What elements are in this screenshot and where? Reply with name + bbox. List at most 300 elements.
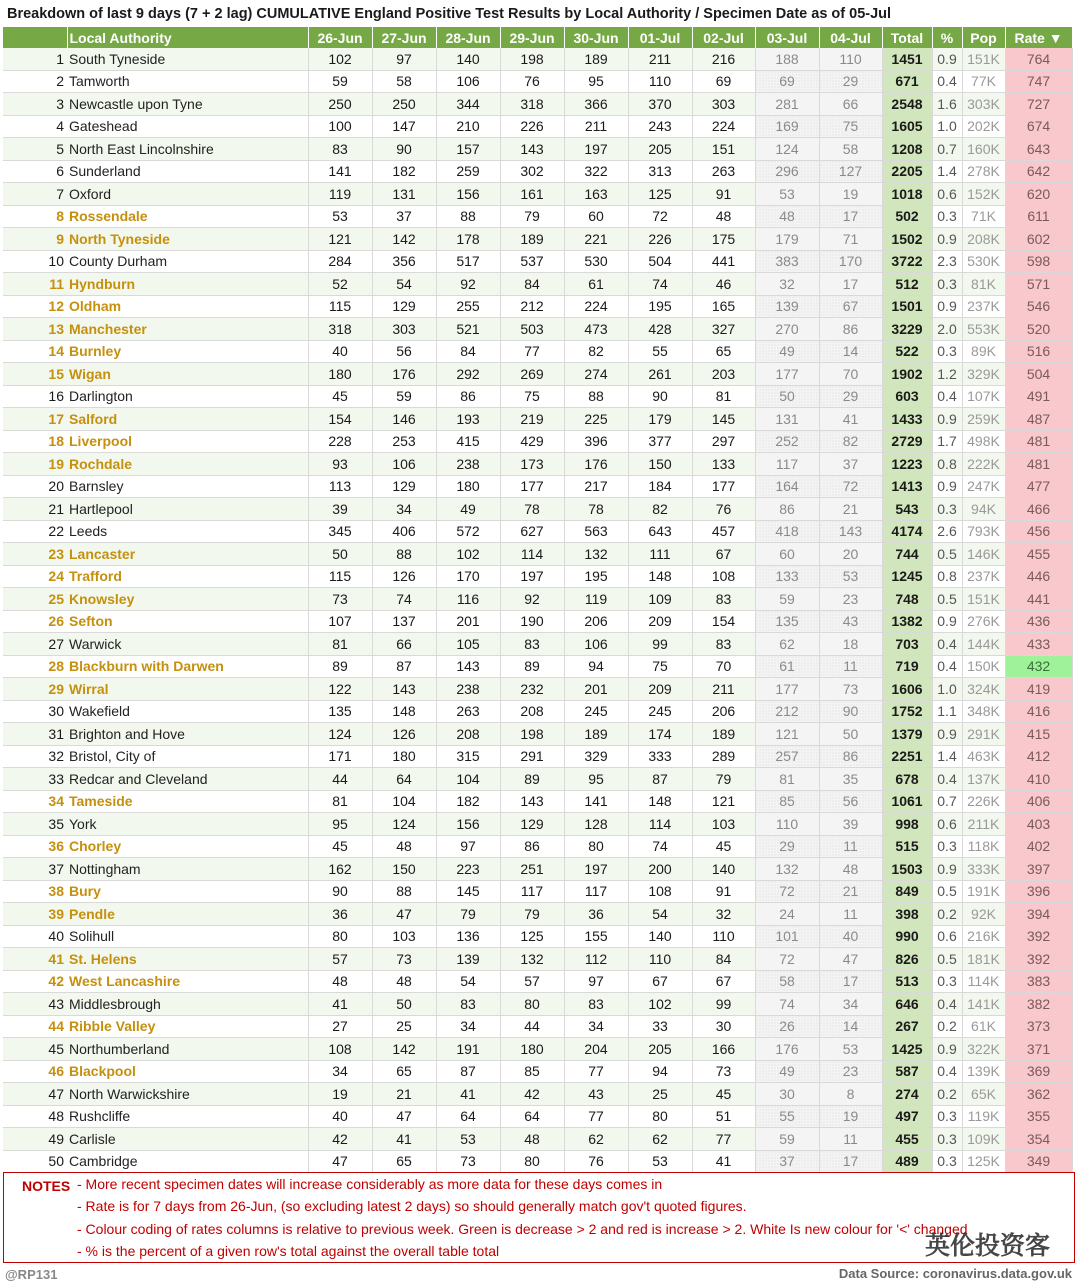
rank-cell: 25 [3,588,67,611]
rate-cell: 477 [1005,475,1072,498]
table-row [3,633,1072,656]
day-value: 259 [436,160,500,183]
day-value: 45 [692,835,755,858]
day-value: 74 [372,588,436,611]
day-value: 179 [628,408,692,431]
day-value: 89 [308,655,372,678]
day-value: 141 [308,160,372,183]
day-value: 238 [436,453,500,476]
total-cell: 1451 [882,48,932,70]
day-value: 274 [564,363,628,386]
day-value: 198 [500,48,564,70]
table-body [3,48,1072,1173]
day-value: 537 [500,250,564,273]
total-cell: 3722 [882,250,932,273]
day-value: 93 [308,453,372,476]
percent-cell: 0.3 [932,273,962,296]
day-value: 140 [692,858,755,881]
day-value: 154 [308,408,372,431]
rank-cell: 20 [3,475,67,498]
day-value: 84 [692,948,755,971]
authority-name: Salford [67,408,308,431]
rate-cell: 354 [1005,1128,1072,1151]
day-value: 53 [308,205,372,228]
rank-cell: 27 [3,633,67,656]
day-value: 58 [372,70,436,93]
day-value: 245 [628,700,692,723]
column-header: 28-Jun [436,27,500,48]
day-value: 221 [564,228,628,251]
authority-name: Redcar and Cleveland [67,768,308,791]
percent-cell: 1.4 [932,160,962,183]
day-value: 119 [308,183,372,206]
day-value: 182 [436,790,500,813]
day-value: 521 [436,318,500,341]
rank-cell: 40 [3,925,67,948]
day-value: 87 [436,1060,500,1083]
day-value: 177 [755,678,819,701]
day-value: 180 [500,1038,564,1061]
day-value: 148 [628,790,692,813]
rank-cell: 45 [3,1038,67,1061]
day-value: 73 [372,948,436,971]
population-cell: 333K [962,858,1005,881]
population-cell: 92K [962,903,1005,926]
rank-cell: 21 [3,498,67,521]
day-value: 80 [564,835,628,858]
rank-cell: 28 [3,655,67,678]
table-row [3,160,1072,183]
day-value: 251 [500,858,564,881]
day-value: 109 [628,588,692,611]
day-value: 67 [819,295,882,318]
day-value: 19 [819,183,882,206]
day-value: 418 [755,520,819,543]
day-value: 441 [692,250,755,273]
population-cell: 237K [962,295,1005,318]
day-value: 257 [755,745,819,768]
total-cell: 826 [882,948,932,971]
day-value: 177 [692,475,755,498]
day-value: 142 [372,228,436,251]
day-value: 82 [628,498,692,521]
population-cell: 151K [962,48,1005,70]
day-value: 73 [692,1060,755,1083]
day-value: 250 [372,93,436,116]
table-row [3,1060,1072,1083]
day-value: 89 [500,768,564,791]
population-cell: 324K [962,678,1005,701]
rate-cell: 436 [1005,610,1072,633]
day-value: 197 [500,565,564,588]
population-cell: 81K [962,273,1005,296]
total-cell: 1223 [882,453,932,476]
day-value: 53 [819,565,882,588]
total-cell: 1433 [882,408,932,431]
day-value: 115 [308,565,372,588]
population-cell: 553K [962,318,1005,341]
day-value: 88 [436,205,500,228]
authority-name: Northumberland [67,1038,308,1061]
day-value: 102 [628,993,692,1016]
day-value: 106 [372,453,436,476]
table-row [3,1015,1072,1038]
total-cell: 455 [882,1128,932,1151]
authority-name: Wigan [67,363,308,386]
notes-box [3,1172,1075,1263]
rate-cell: 642 [1005,160,1072,183]
table-row [3,228,1072,251]
day-value: 69 [755,70,819,93]
day-value: 95 [564,70,628,93]
day-value: 48 [755,205,819,228]
day-value: 37 [372,205,436,228]
day-value: 17 [819,1150,882,1173]
day-value: 74 [628,273,692,296]
rank-cell: 11 [3,273,67,296]
rate-cell: 446 [1005,565,1072,588]
total-cell: 4174 [882,520,932,543]
authority-name: Knowsley [67,588,308,611]
authority-name: Lancaster [67,543,308,566]
day-value: 124 [372,813,436,836]
day-value: 345 [308,520,372,543]
rate-cell: 571 [1005,273,1072,296]
day-value: 180 [436,475,500,498]
day-value: 154 [692,610,755,633]
day-value: 121 [692,790,755,813]
authority-name: Manchester [67,318,308,341]
percent-cell: 0.9 [932,723,962,746]
day-value: 21 [819,880,882,903]
rank-cell: 49 [3,1128,67,1151]
table-row [3,588,1072,611]
column-header: 30-Jun [564,27,628,48]
day-value: 52 [308,273,372,296]
day-value: 44 [308,768,372,791]
rate-cell: 416 [1005,700,1072,723]
day-value: 56 [372,340,436,363]
day-value: 30 [755,1083,819,1106]
table-row [3,925,1072,948]
rate-cell: 611 [1005,205,1072,228]
day-value: 110 [628,948,692,971]
percent-cell: 0.5 [932,588,962,611]
day-value: 54 [372,273,436,296]
rank-cell: 8 [3,205,67,228]
percent-cell: 0.9 [932,48,962,70]
day-value: 25 [628,1083,692,1106]
day-value: 84 [436,340,500,363]
day-value: 41 [372,1128,436,1151]
rate-cell: 371 [1005,1038,1072,1061]
table-row [3,453,1072,476]
day-value: 87 [628,768,692,791]
day-value: 47 [372,1105,436,1128]
day-value: 48 [692,205,755,228]
percent-cell: 0.9 [932,610,962,633]
total-cell: 744 [882,543,932,566]
day-value: 145 [692,408,755,431]
day-value: 197 [564,138,628,161]
day-value: 210 [436,115,500,138]
results-table [3,27,1073,1173]
day-value: 86 [755,498,819,521]
population-cell: 152K [962,183,1005,206]
rank-cell: 43 [3,993,67,1016]
total-cell: 603 [882,385,932,408]
rate-cell: 598 [1005,250,1072,273]
total-cell: 1208 [882,138,932,161]
day-value: 503 [500,318,564,341]
rank-cell: 33 [3,768,67,791]
authority-name: Trafford [67,565,308,588]
day-value: 85 [500,1060,564,1083]
population-cell: 160K [962,138,1005,161]
population-cell: 71K [962,205,1005,228]
day-value: 281 [755,93,819,116]
day-value: 112 [564,948,628,971]
percent-cell: 0.2 [932,1015,962,1038]
day-value: 95 [564,768,628,791]
rank-cell: 32 [3,745,67,768]
total-cell: 1902 [882,363,932,386]
table-row [3,430,1072,453]
authority-name: Warwick [67,633,308,656]
day-value: 180 [372,745,436,768]
day-value: 406 [372,520,436,543]
day-value: 80 [500,993,564,1016]
day-value: 148 [372,700,436,723]
day-value: 67 [628,970,692,993]
table-row [3,1105,1072,1128]
population-cell: 216K [962,925,1005,948]
day-value: 88 [564,385,628,408]
authority-name: County Durham [67,250,308,273]
day-value: 17 [819,273,882,296]
day-value: 303 [372,318,436,341]
day-value: 59 [755,1128,819,1151]
population-cell: 139K [962,1060,1005,1083]
day-value: 59 [372,385,436,408]
rank-cell: 16 [3,385,67,408]
day-value: 8 [819,1083,882,1106]
day-value: 263 [692,160,755,183]
total-cell: 1245 [882,565,932,588]
population-cell: 119K [962,1105,1005,1128]
total-cell: 522 [882,340,932,363]
day-value: 212 [500,295,564,318]
percent-cell: 0.9 [932,228,962,251]
total-cell: 1379 [882,723,932,746]
day-value: 124 [755,138,819,161]
day-value: 41 [692,1150,755,1173]
day-value: 208 [500,700,564,723]
day-value: 318 [500,93,564,116]
rank-cell: 29 [3,678,67,701]
day-value: 77 [500,340,564,363]
total-cell: 1502 [882,228,932,251]
percent-cell: 0.3 [932,1105,962,1128]
authority-name: Blackburn with Darwen [67,655,308,678]
day-value: 48 [372,970,436,993]
day-value: 61 [755,655,819,678]
day-value: 45 [692,1083,755,1106]
day-value: 141 [564,790,628,813]
day-value: 66 [372,633,436,656]
table-row [3,880,1072,903]
day-value: 78 [500,498,564,521]
authority-name: Darlington [67,385,308,408]
day-value: 59 [755,588,819,611]
day-value: 116 [436,588,500,611]
day-value: 75 [500,385,564,408]
percent-cell: 0.4 [932,1060,962,1083]
day-value: 73 [308,588,372,611]
day-value: 195 [628,295,692,318]
day-value: 226 [628,228,692,251]
population-cell: 125K [962,1150,1005,1173]
rate-cell: 516 [1005,340,1072,363]
rank-cell: 9 [3,228,67,251]
table-row [3,903,1072,926]
population-cell: 247K [962,475,1005,498]
rank-cell: 6 [3,160,67,183]
day-value: 60 [564,205,628,228]
rank-cell: 41 [3,948,67,971]
day-value: 29 [819,70,882,93]
day-value: 94 [564,655,628,678]
percent-cell: 0.6 [932,925,962,948]
day-value: 111 [628,543,692,566]
day-value: 36 [564,903,628,926]
day-value: 226 [500,115,564,138]
day-value: 143 [500,138,564,161]
day-value: 67 [692,543,755,566]
day-value: 216 [692,48,755,70]
total-cell: 1501 [882,295,932,318]
day-value: 71 [819,228,882,251]
day-value: 19 [308,1083,372,1106]
authority-name: Wakefield [67,700,308,723]
total-cell: 512 [882,273,932,296]
population-cell: 278K [962,160,1005,183]
day-value: 126 [372,565,436,588]
population-cell: 259K [962,408,1005,431]
rank-cell: 17 [3,408,67,431]
table-row [3,273,1072,296]
day-value: 55 [755,1105,819,1128]
day-value: 48 [819,858,882,881]
total-cell: 1503 [882,858,932,881]
population-cell: 151K [962,588,1005,611]
day-value: 53 [628,1150,692,1173]
table-row [3,858,1072,881]
day-value: 83 [692,633,755,656]
day-value: 90 [819,700,882,723]
authority-name: Tamworth [67,70,308,93]
day-value: 162 [308,858,372,881]
population-cell: 530K [962,250,1005,273]
authority-name: North East Lincolnshire [67,138,308,161]
percent-cell: 0.3 [932,498,962,521]
day-value: 67 [692,970,755,993]
total-cell: 1382 [882,610,932,633]
day-value: 78 [564,498,628,521]
total-cell: 267 [882,1015,932,1038]
day-value: 171 [308,745,372,768]
note-line: - Colour coding of rates columns is relative to previous week. Green is decrease > 2 and red is increase > 2. White Is new colour for '<' changed [77,1221,968,1237]
day-value: 110 [755,813,819,836]
population-cell: 329K [962,363,1005,386]
day-value: 76 [500,70,564,93]
total-cell: 515 [882,835,932,858]
day-value: 97 [436,835,500,858]
day-value: 318 [308,318,372,341]
rate-cell: 747 [1005,70,1072,93]
day-value: 77 [564,1060,628,1083]
population-cell: 137K [962,768,1005,791]
rate-cell: 455 [1005,543,1072,566]
population-cell: 118K [962,835,1005,858]
day-value: 70 [692,655,755,678]
total-cell: 1606 [882,678,932,701]
day-value: 65 [372,1150,436,1173]
day-value: 76 [564,1150,628,1173]
total-cell: 998 [882,813,932,836]
day-value: 56 [819,790,882,813]
day-value: 129 [372,475,436,498]
day-value: 50 [372,993,436,1016]
total-cell: 1061 [882,790,932,813]
authority-name: Hartlepool [67,498,308,521]
day-value: 140 [628,925,692,948]
table-row [3,678,1072,701]
day-value: 83 [308,138,372,161]
day-value: 195 [564,565,628,588]
day-value: 80 [500,1150,564,1173]
population-cell: 191K [962,880,1005,903]
day-value: 17 [819,205,882,228]
day-value: 203 [692,363,755,386]
rank-cell: 36 [3,835,67,858]
day-value: 245 [564,700,628,723]
total-cell: 398 [882,903,932,926]
day-value: 104 [372,790,436,813]
day-value: 51 [692,1105,755,1128]
day-value: 34 [564,1015,628,1038]
percent-cell: 0.5 [932,543,962,566]
rate-cell: 602 [1005,228,1072,251]
day-value: 97 [372,48,436,70]
day-value: 189 [564,723,628,746]
column-header-rate-sort[interactable]: Rate ▼ [1005,27,1072,48]
rank-cell: 47 [3,1083,67,1106]
rate-cell: 643 [1005,138,1072,161]
day-value: 224 [564,295,628,318]
day-value: 106 [436,70,500,93]
authority-name: Bristol, City of [67,745,308,768]
population-cell: 141K [962,993,1005,1016]
table-row [3,498,1072,521]
day-value: 147 [372,115,436,138]
day-value: 65 [692,340,755,363]
day-value: 47 [372,903,436,926]
table-row [3,768,1072,791]
day-value: 90 [628,385,692,408]
rank-cell: 1 [3,48,67,70]
authority-name: Hyndburn [67,273,308,296]
